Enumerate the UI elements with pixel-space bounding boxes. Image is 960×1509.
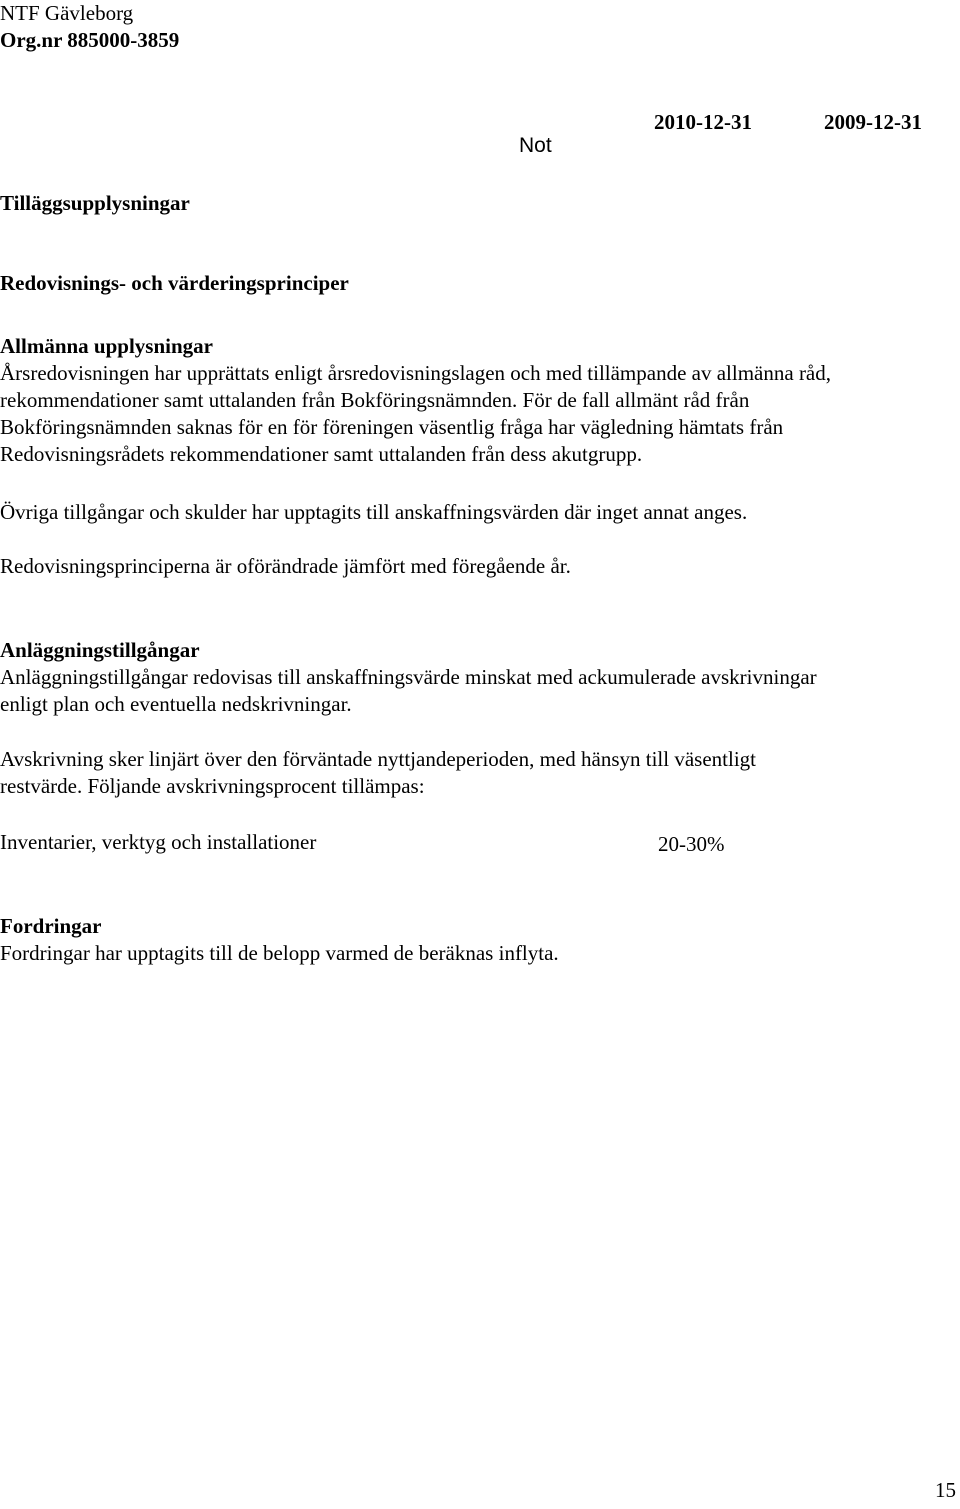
fixed-assets-line: enligt plan och eventuella nedskrivningar. xyxy=(0,692,352,716)
general-line: Redovisningsrådets rekommendationer samt uttalanden från dess akutgrupp. xyxy=(0,442,643,466)
general-line: Årsredovisningen har upprättats enligt årsredovisningslagen och med tillämpande av allmänna råd, xyxy=(0,361,832,385)
principles-title: Redovisnings- och värderingsprinciper xyxy=(0,271,349,295)
section-title: Tilläggsupplysningar xyxy=(0,191,190,215)
year-previous-header: 2009-12-31 xyxy=(824,110,922,134)
depreciation-rate-value: 20-30% xyxy=(658,832,725,856)
other-assets-text: Övriga tillgångar och skulder har upptagits till anskaffningsvärden där inget annat anges. xyxy=(0,500,748,524)
fixed-assets-heading: Anläggningstillgångar xyxy=(0,638,200,662)
receivables-text: Fordringar har upptagits till de belopp varmed de beräknas inflyta. xyxy=(0,941,559,965)
general-line: Bokföringsnämnden saknas för en för föreningen väsentlig fråga har vägledning hämtats från xyxy=(0,415,784,439)
depreciation-line: restvärde. Följande avskrivningsprocent tillämpas: xyxy=(0,774,425,798)
year-current-header: 2010-12-31 xyxy=(654,110,752,134)
depreciation-paragraph xyxy=(0,746,960,800)
general-line: rekommendationer samt uttalanden från Bokföringsnämnden. För de fall allmänt råd från xyxy=(0,388,750,412)
general-paragraph xyxy=(0,360,960,468)
principles-unchanged-text: Redovisningsprinciperna är oförändrade jämfört med föregående år. xyxy=(0,554,571,578)
org-number: Org.nr 885000-3859 xyxy=(0,28,180,52)
general-heading: Allmänna upplysningar xyxy=(0,334,213,358)
depreciation-line: Avskrivning sker linjärt över den förväntade nyttjandeperioden, med hänsyn till väsentligt xyxy=(0,747,756,771)
receivables-heading: Fordringar xyxy=(0,914,102,938)
note-column-header: Not xyxy=(519,134,552,157)
depreciation-rate-label: Inventarier, verktyg och installationer xyxy=(0,830,317,854)
page-number: 15 xyxy=(935,1478,956,1502)
fixed-assets-paragraph xyxy=(0,664,960,718)
fixed-assets-line: Anläggningstillgångar redovisas till anskaffningsvärde minskat med ackumulerade avskrivningar xyxy=(0,665,817,689)
org-name: NTF Gävleborg xyxy=(0,1,134,25)
